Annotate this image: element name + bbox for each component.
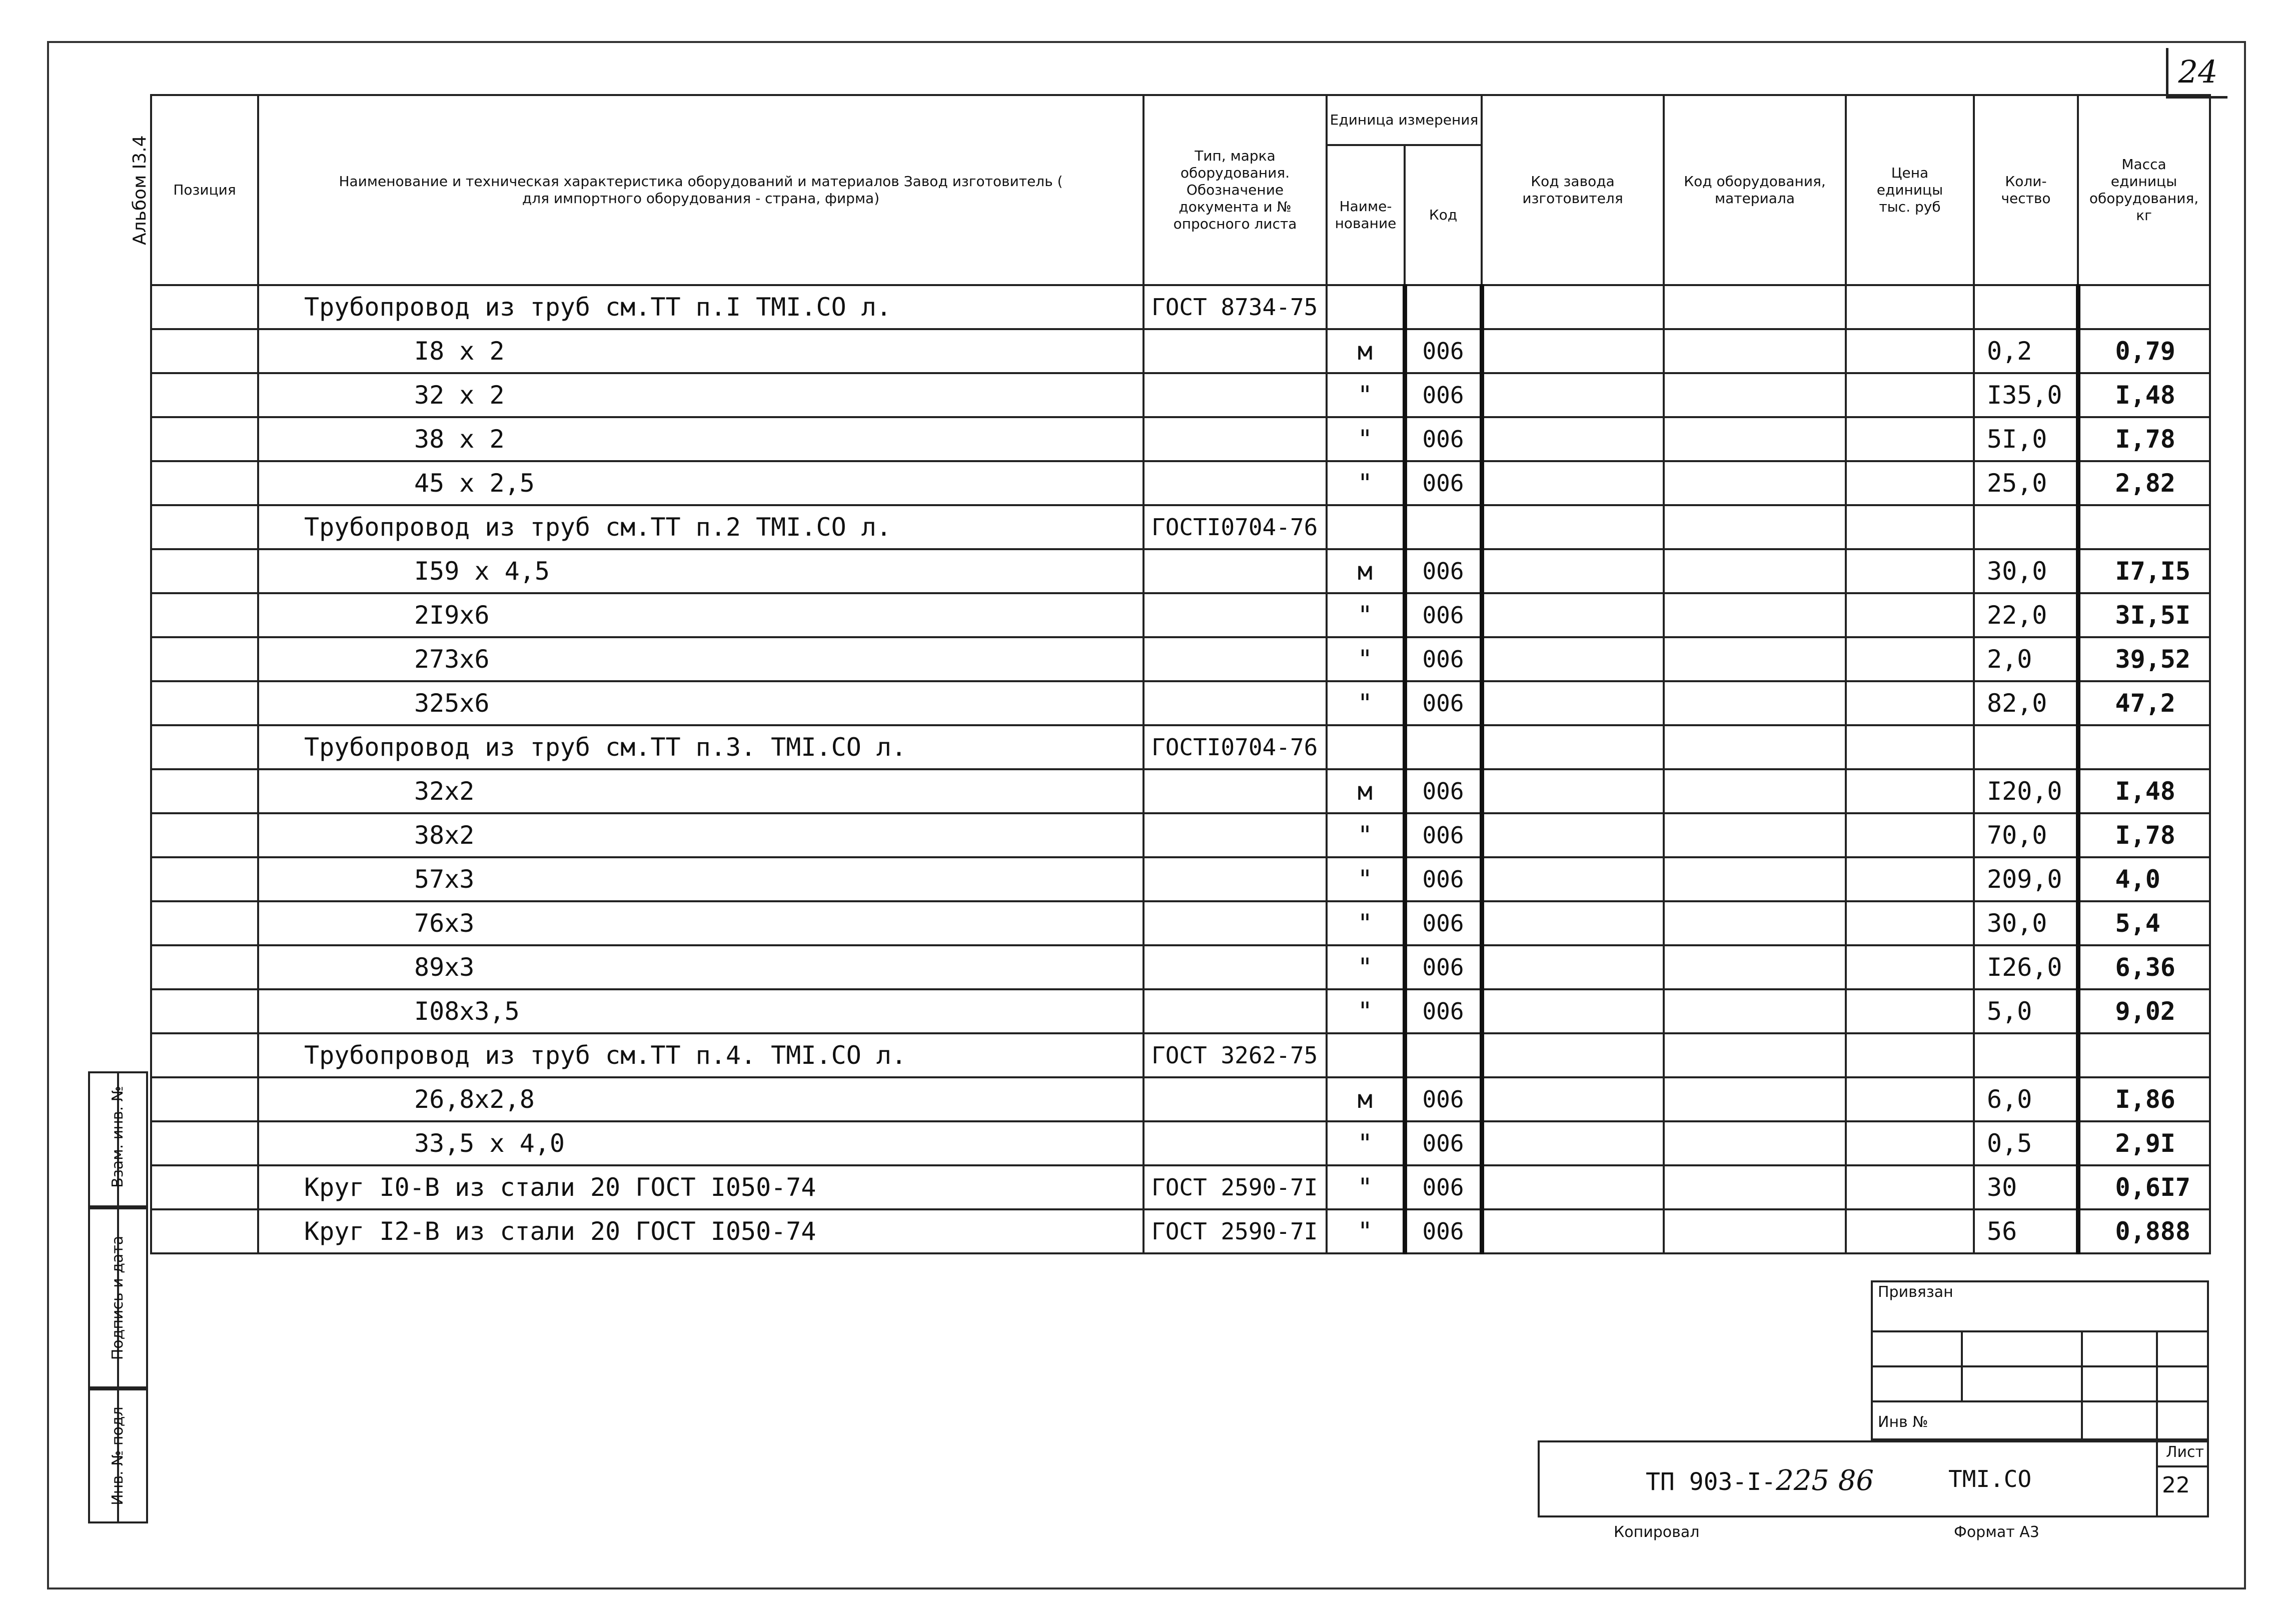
- cell-code: 006: [1405, 593, 1482, 637]
- cell-type: [1144, 681, 1327, 725]
- cell-code: 006: [1405, 813, 1482, 857]
- stamp-doc-code-print: ТП 903-I-: [1646, 1468, 1776, 1496]
- cell-unit: [1327, 285, 1405, 329]
- cell-code: 006: [1405, 945, 1482, 989]
- cell-name: Круг I2-В из стали 20 ГОСТ I050-74: [258, 1209, 1144, 1253]
- cell-position: [151, 329, 258, 373]
- cell-price: [1846, 1209, 1974, 1253]
- cell-name: 38 х 2: [258, 417, 1144, 461]
- cell-code: [1405, 285, 1482, 329]
- cell-mass: 6,36: [2078, 945, 2210, 989]
- cell-code: 006: [1405, 417, 1482, 461]
- cell-qty: 5,0: [1974, 989, 2078, 1033]
- cell-name: 33,5 х 4,0: [258, 1121, 1144, 1165]
- cell-price: [1846, 901, 1974, 945]
- cell-equip-code: [1664, 1165, 1846, 1209]
- cell-plant-code: [1482, 1209, 1664, 1253]
- cell-plant-code: [1482, 549, 1664, 593]
- header-type: Тип, марка оборудования. Обозначение документа и № опросного листа: [1144, 95, 1327, 285]
- cell-qty: 22,0: [1974, 593, 2078, 637]
- table-row: [151, 989, 2210, 1033]
- cell-type: [1144, 593, 1327, 637]
- cell-type: [1144, 769, 1327, 813]
- header-plant-code: Код завода изготовителя: [1482, 95, 1664, 285]
- cell-equip-code: [1664, 1033, 1846, 1077]
- cell-mass: [2078, 285, 2210, 329]
- stamp-grid-line: [1961, 1330, 1963, 1402]
- cell-qty: 56: [1974, 1209, 2078, 1253]
- cell-qty: 2,0: [1974, 637, 2078, 681]
- cell-plant-code: [1482, 329, 1664, 373]
- cell-price: [1846, 417, 1974, 461]
- cell-unit: ": [1327, 945, 1405, 989]
- table-row: [151, 329, 2210, 373]
- table-row: [151, 901, 2210, 945]
- footer-format: Формат А3: [1954, 1523, 2039, 1541]
- cell-mass: [2078, 505, 2210, 549]
- cell-qty: 5I,0: [1974, 417, 2078, 461]
- cell-unit: ": [1327, 989, 1405, 1033]
- cell-plant-code: [1482, 901, 1664, 945]
- cell-unit: ": [1327, 1121, 1405, 1165]
- cell-mass: 39,52: [2078, 637, 2210, 681]
- cell-name: 325х6: [258, 681, 1144, 725]
- cell-unit: ": [1327, 813, 1405, 857]
- cell-name: 45 х 2,5: [258, 461, 1144, 505]
- cell-code: 006: [1405, 461, 1482, 505]
- cell-name: Трубопровод из труб см.ТТ п.3. ТМI.СО л.: [258, 725, 1144, 769]
- cell-equip-code: [1664, 857, 1846, 901]
- cell-equip-code: [1664, 593, 1846, 637]
- cell-qty: [1974, 285, 2078, 329]
- stamp-doc-mark: ТМI.СО: [1948, 1465, 2032, 1492]
- table-row: [151, 461, 2210, 505]
- table-row: [151, 857, 2210, 901]
- cell-equip-code: [1664, 637, 1846, 681]
- cell-qty: 0,2: [1974, 329, 2078, 373]
- cell-equip-code: [1664, 813, 1846, 857]
- cell-code: 006: [1405, 989, 1482, 1033]
- cell-unit: ": [1327, 681, 1405, 725]
- table-row: [151, 637, 2210, 681]
- table-row: [151, 285, 2210, 329]
- cell-plant-code: [1482, 989, 1664, 1033]
- cell-equip-code: [1664, 989, 1846, 1033]
- cell-position: [151, 373, 258, 417]
- table-row: [151, 1121, 2210, 1165]
- cell-qty: I20,0: [1974, 769, 2078, 813]
- cell-equip-code: [1664, 945, 1846, 989]
- cell-mass: 4,0: [2078, 857, 2210, 901]
- cell-name: 32х2: [258, 769, 1144, 813]
- header-position: Позиция: [151, 95, 258, 285]
- cell-price: [1846, 549, 1974, 593]
- cell-qty: 0,5: [1974, 1121, 2078, 1165]
- cell-unit: ": [1327, 901, 1405, 945]
- cell-name: I59 х 4,5: [258, 549, 1144, 593]
- cell-position: [151, 461, 258, 505]
- cell-name: I08х3,5: [258, 989, 1144, 1033]
- cell-equip-code: [1664, 461, 1846, 505]
- stamp-doc-code-hand: 225 86: [1776, 1464, 1874, 1497]
- cell-mass: I,48: [2078, 769, 2210, 813]
- table-row: [151, 549, 2210, 593]
- cell-price: [1846, 1165, 1974, 1209]
- cell-code: 006: [1405, 857, 1482, 901]
- table-row: [151, 1209, 2210, 1253]
- cell-type: [1144, 417, 1327, 461]
- table-row: [151, 417, 2210, 461]
- cell-price: [1846, 505, 1974, 549]
- cell-price: [1846, 285, 1974, 329]
- cell-qty: [1974, 725, 2078, 769]
- header-qty: Коли-чество: [1974, 95, 2078, 285]
- table-row: [151, 373, 2210, 417]
- header-unit-group: Единица измерения: [1327, 95, 1482, 145]
- cell-unit: [1327, 505, 1405, 549]
- table-row: [151, 769, 2210, 813]
- cell-mass: 2,82: [2078, 461, 2210, 505]
- cell-code: 006: [1405, 549, 1482, 593]
- table-row: [151, 681, 2210, 725]
- cell-type: ГОСТ 3262-75: [1144, 1033, 1327, 1077]
- cell-code: 006: [1405, 1121, 1482, 1165]
- cell-unit: м: [1327, 329, 1405, 373]
- cell-price: [1846, 461, 1974, 505]
- cell-plant-code: [1482, 1077, 1664, 1121]
- header-mass: Масса единицы оборудования, кг: [2078, 95, 2210, 285]
- cell-equip-code: [1664, 1077, 1846, 1121]
- cell-price: [1846, 725, 1974, 769]
- cell-mass: I7,I5: [2078, 549, 2210, 593]
- stamp-grid-line: [1871, 1365, 2209, 1367]
- cell-equip-code: [1664, 769, 1846, 813]
- cell-mass: [2078, 1033, 2210, 1077]
- cell-position: [151, 549, 258, 593]
- cell-position: [151, 637, 258, 681]
- cell-name: 38х2: [258, 813, 1144, 857]
- cell-name: 57х3: [258, 857, 1144, 901]
- cell-mass: 0,79: [2078, 329, 2210, 373]
- cell-code: [1405, 505, 1482, 549]
- cell-mass: I,48: [2078, 373, 2210, 417]
- cell-code: 006: [1405, 637, 1482, 681]
- header-equip-code: Код оборудования, материала: [1664, 95, 1846, 285]
- cell-code: 006: [1405, 329, 1482, 373]
- cell-unit: м: [1327, 549, 1405, 593]
- cell-type: [1144, 857, 1327, 901]
- cell-position: [151, 417, 258, 461]
- cell-qty: 25,0: [1974, 461, 2078, 505]
- cell-type: [1144, 945, 1327, 989]
- stamp-inv-label: Инв №: [1878, 1413, 1928, 1431]
- cell-unit: ": [1327, 1165, 1405, 1209]
- cell-type: [1144, 329, 1327, 373]
- cell-plant-code: [1482, 417, 1664, 461]
- header-unit-code: Код: [1405, 145, 1482, 285]
- cell-type: ГОСТ 2590-7I: [1144, 1209, 1327, 1253]
- header-name: Наименование и техническая характеристика оборудований и материалов Завод изготовитель ( для импортного оборудования - страна, фирма): [258, 95, 1144, 285]
- cell-equip-code: [1664, 505, 1846, 549]
- cell-position: [151, 813, 258, 857]
- cell-qty: 209,0: [1974, 857, 2078, 901]
- sign-date-label: Подпись и дата: [109, 1235, 127, 1360]
- cell-mass: 9,02: [2078, 989, 2210, 1033]
- cell-price: [1846, 329, 1974, 373]
- cell-plant-code: [1482, 637, 1664, 681]
- cell-mass: 3I,5I: [2078, 593, 2210, 637]
- stamp-grid-line: [1871, 1330, 2209, 1332]
- cell-code: 006: [1405, 373, 1482, 417]
- table-row: [151, 813, 2210, 857]
- cell-position: [151, 1209, 258, 1253]
- cell-price: [1846, 813, 1974, 857]
- cell-position: [151, 285, 258, 329]
- album-label: Альбом I3.4: [130, 135, 150, 245]
- inv-repl-label: Взам. инв. №: [109, 1086, 127, 1188]
- cell-mass: 0,6I7: [2078, 1165, 2210, 1209]
- cell-qty: 70,0: [1974, 813, 2078, 857]
- cell-plant-code: [1482, 285, 1664, 329]
- cell-code: 006: [1405, 1209, 1482, 1253]
- sheet-number: 24: [2166, 48, 2227, 99]
- cell-name: 273х6: [258, 637, 1144, 681]
- footer-copied: Копировал: [1614, 1523, 1700, 1541]
- table-row: [151, 1033, 2210, 1077]
- cell-price: [1846, 857, 1974, 901]
- cell-equip-code: [1664, 725, 1846, 769]
- cell-type: [1144, 1077, 1327, 1121]
- cell-price: [1846, 989, 1974, 1033]
- cell-position: [151, 1165, 258, 1209]
- inv-orig-label: Инв. № подл: [109, 1406, 127, 1505]
- cell-unit: ": [1327, 637, 1405, 681]
- cell-mass: 0,888: [2078, 1209, 2210, 1253]
- cell-code: [1405, 1033, 1482, 1077]
- cell-position: [151, 725, 258, 769]
- cell-name: Трубопровод из труб см.ТТ п.I ТМI.СО л.: [258, 285, 1144, 329]
- cell-unit: м: [1327, 769, 1405, 813]
- cell-mass: I,78: [2078, 813, 2210, 857]
- table-row: [151, 725, 2210, 769]
- cell-plant-code: [1482, 593, 1664, 637]
- stamp-sheet-divider: [2156, 1465, 2209, 1467]
- cell-position: [151, 989, 258, 1033]
- cell-mass: 2,9I: [2078, 1121, 2210, 1165]
- stamp-linked-label: Привязан: [1878, 1283, 1953, 1301]
- cell-name: 2I9х6: [258, 593, 1144, 637]
- cell-code: 006: [1405, 1077, 1482, 1121]
- cell-price: [1846, 637, 1974, 681]
- cell-type: [1144, 1121, 1327, 1165]
- cell-name: Круг I0-В из стали 20 ГОСТ I050-74: [258, 1165, 1144, 1209]
- cell-qty: [1974, 1033, 2078, 1077]
- cell-price: [1846, 945, 1974, 989]
- cell-price: [1846, 373, 1974, 417]
- cell-position: [151, 857, 258, 901]
- stamp-sheet-divider: [2156, 1440, 2158, 1517]
- table-row: [151, 593, 2210, 637]
- cell-qty: I26,0: [1974, 945, 2078, 989]
- cell-unit: ": [1327, 857, 1405, 901]
- cell-mass: [2078, 725, 2210, 769]
- cell-price: [1846, 593, 1974, 637]
- cell-equip-code: [1664, 681, 1846, 725]
- stamp-grid-line: [2156, 1330, 2158, 1440]
- cell-unit: ": [1327, 417, 1405, 461]
- cell-position: [151, 1121, 258, 1165]
- cell-type: [1144, 813, 1327, 857]
- cell-equip-code: [1664, 285, 1846, 329]
- cell-unit: ": [1327, 461, 1405, 505]
- cell-plant-code: [1482, 813, 1664, 857]
- cell-unit: ": [1327, 1209, 1405, 1253]
- table-row: [151, 945, 2210, 989]
- cell-position: [151, 593, 258, 637]
- cell-qty: I35,0: [1974, 373, 2078, 417]
- cell-qty: 6,0: [1974, 1077, 2078, 1121]
- cell-price: [1846, 1121, 1974, 1165]
- stamp-grid-line: [1871, 1400, 2209, 1402]
- cell-type: ГОСТI0704-76: [1144, 505, 1327, 549]
- cell-position: [151, 1077, 258, 1121]
- cell-type: [1144, 901, 1327, 945]
- table-row: [151, 505, 2210, 549]
- cell-price: [1846, 1077, 1974, 1121]
- cell-plant-code: [1482, 945, 1664, 989]
- cell-unit: ": [1327, 593, 1405, 637]
- cell-unit: [1327, 1033, 1405, 1077]
- cell-plant-code: [1482, 1165, 1664, 1209]
- cell-type: [1144, 461, 1327, 505]
- cell-position: [151, 505, 258, 549]
- cell-mass: 47,2: [2078, 681, 2210, 725]
- cell-position: [151, 1033, 258, 1077]
- cell-equip-code: [1664, 373, 1846, 417]
- cell-mass: I,78: [2078, 417, 2210, 461]
- cell-plant-code: [1482, 505, 1664, 549]
- cell-type: [1144, 637, 1327, 681]
- cell-mass: I,86: [2078, 1077, 2210, 1121]
- cell-name: I8 х 2: [258, 329, 1144, 373]
- cell-code: [1405, 725, 1482, 769]
- stamp-doc-code: [1646, 1464, 1874, 1497]
- cell-equip-code: [1664, 1209, 1846, 1253]
- cell-plant-code: [1482, 681, 1664, 725]
- cell-name: 26,8х2,8: [258, 1077, 1144, 1121]
- stamp-sheet-value: 22: [2162, 1472, 2190, 1498]
- cell-price: [1846, 681, 1974, 725]
- cell-plant-code: [1482, 769, 1664, 813]
- table-row: [151, 1077, 2210, 1121]
- stamp-grid-line: [2081, 1330, 2083, 1440]
- cell-code: 006: [1405, 901, 1482, 945]
- header-price: Цена единицы тыс. руб: [1846, 95, 1974, 285]
- cell-unit: [1327, 725, 1405, 769]
- stamp-sheet-label: Лист: [2166, 1443, 2204, 1461]
- cell-position: [151, 769, 258, 813]
- cell-price: [1846, 1033, 1974, 1077]
- cell-equip-code: [1664, 901, 1846, 945]
- cell-qty: 30: [1974, 1165, 2078, 1209]
- cell-plant-code: [1482, 1033, 1664, 1077]
- cell-equip-code: [1664, 329, 1846, 373]
- cell-name: Трубопровод из труб см.ТТ п.2 ТМI.СО л.: [258, 505, 1144, 549]
- cell-equip-code: [1664, 549, 1846, 593]
- cell-type: ГОСТI0704-76: [1144, 725, 1327, 769]
- cell-type: [1144, 373, 1327, 417]
- cell-type: ГОСТ 2590-7I: [1144, 1165, 1327, 1209]
- cell-equip-code: [1664, 417, 1846, 461]
- cell-qty: [1974, 505, 2078, 549]
- table-row: [151, 1165, 2210, 1209]
- header-unit-name: Наиме-нование: [1327, 145, 1405, 285]
- cell-type: ГОСТ 8734-75: [1144, 285, 1327, 329]
- cell-plant-code: [1482, 725, 1664, 769]
- cell-qty: 30,0: [1974, 549, 2078, 593]
- cell-unit: м: [1327, 1077, 1405, 1121]
- cell-unit: ": [1327, 373, 1405, 417]
- specification-table: [150, 94, 2211, 1254]
- cell-equip-code: [1664, 1121, 1846, 1165]
- cell-plant-code: [1482, 373, 1664, 417]
- cell-position: [151, 681, 258, 725]
- cell-plant-code: [1482, 857, 1664, 901]
- cell-position: [151, 901, 258, 945]
- cell-plant-code: [1482, 461, 1664, 505]
- cell-mass: 5,4: [2078, 901, 2210, 945]
- cell-code: 006: [1405, 681, 1482, 725]
- cell-name: 76х3: [258, 901, 1144, 945]
- cell-qty: 82,0: [1974, 681, 2078, 725]
- cell-name: Трубопровод из труб см.ТТ п.4. ТМI.СО л.: [258, 1033, 1144, 1077]
- cell-price: [1846, 769, 1974, 813]
- cell-qty: 30,0: [1974, 901, 2078, 945]
- cell-position: [151, 945, 258, 989]
- cell-code: 006: [1405, 769, 1482, 813]
- cell-name: 89х3: [258, 945, 1144, 989]
- cell-plant-code: [1482, 1121, 1664, 1165]
- cell-name: 32 х 2: [258, 373, 1144, 417]
- cell-code: 006: [1405, 1165, 1482, 1209]
- cell-type: [1144, 989, 1327, 1033]
- cell-type: [1144, 549, 1327, 593]
